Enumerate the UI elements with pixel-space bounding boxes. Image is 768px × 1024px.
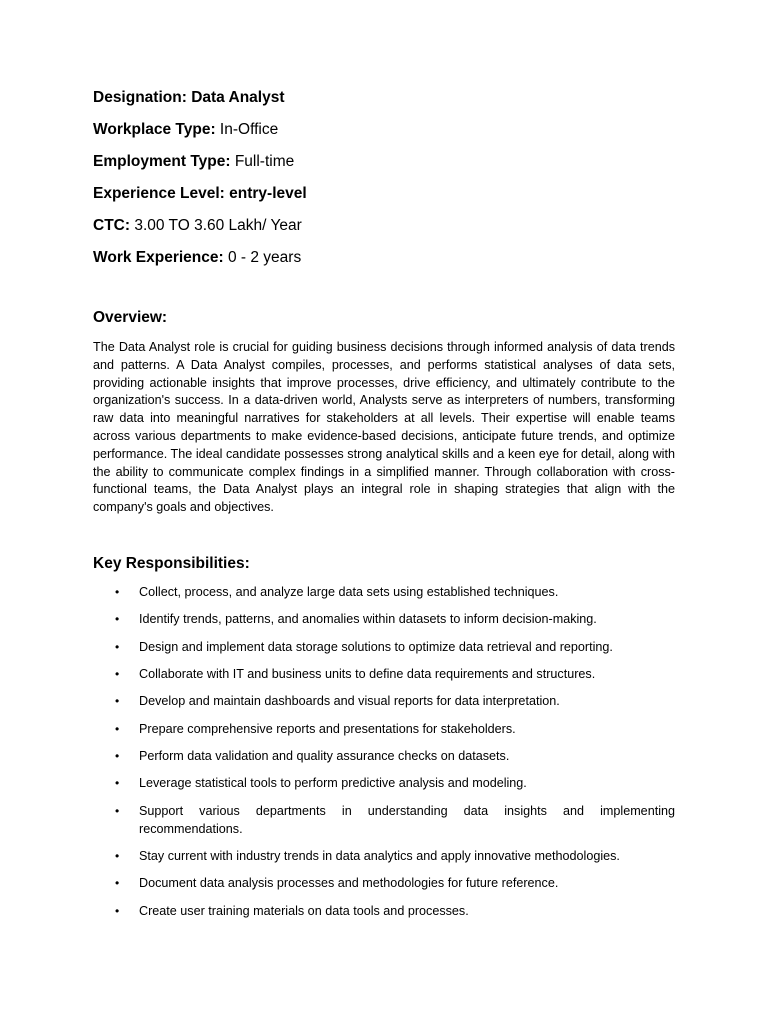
- workplace-type-field: [93, 120, 278, 140]
- ctc-field: [93, 216, 302, 236]
- list-item: [93, 848, 675, 866]
- experience-level-value: entry-level: [229, 185, 307, 202]
- list-item: [93, 775, 675, 793]
- employment-type-label: Employment Type:: [93, 153, 231, 170]
- bullet-icon: •: [115, 849, 120, 863]
- bullet-icon: •: [115, 804, 120, 818]
- bullet-icon: •: [115, 612, 120, 626]
- list-item: [93, 803, 675, 839]
- list-item-text: Collect, process, and analyze large data sets using established techniques.: [139, 585, 559, 599]
- bullet-icon: •: [115, 876, 120, 890]
- list-item-text: Leverage statistical tools to perform predictive analysis and modeling.: [139, 776, 527, 790]
- list-item-text: Perform data validation and quality assurance checks on datasets.: [139, 749, 510, 763]
- employment-type-field: [93, 152, 294, 172]
- bullet-icon: •: [115, 585, 120, 599]
- list-item: [93, 639, 675, 657]
- workplace-type-label: Workplace Type:: [93, 121, 216, 138]
- list-item: [93, 693, 675, 711]
- list-item: [93, 584, 675, 602]
- list-item-text: Design and implement data storage solutions to optimize data retrieval and reporting.: [139, 640, 613, 654]
- bullet-icon: •: [115, 904, 120, 918]
- list-item: [93, 721, 675, 739]
- list-item: [93, 875, 675, 893]
- list-item-text: Support various departments in understanding data insights and implementing recommendations.: [139, 804, 675, 836]
- experience-level-label: Experience Level:: [93, 185, 225, 202]
- list-item: [93, 748, 675, 766]
- ctc-label: CTC:: [93, 217, 131, 234]
- employment-type-value: Full-time: [234, 153, 295, 170]
- list-item: [93, 611, 675, 629]
- list-item-text: Create user training materials on data tools and processes.: [139, 904, 469, 918]
- overview-paragraph: The Data Analyst role is crucial for guiding business decisions through informed analysis of data trends and patterns. A Data Analyst compiles, processes, and performs statistical analyses of data sets, providing actionable insights that improve processes, drive efficiency, and ultimately contribute to the organization's success. In a data-driven world, Analysts serve as interpreters of numbers, transforming raw data into meaningful narratives for stakeholders at all levels. Their expertise will enable teams across various departments to make evidence-based decisions, anticipate future trends, and optimize performance. The ideal candidate possesses strong analytical skills and a keen eye for detail, along with the ability to communicate complex findings in a simplified manner. Through collaboration with cross-functional teams, the Data Analyst plays an integral role in shaping strategies that align with the company's goals and objectives.: [93, 340, 675, 515]
- bullet-icon: •: [115, 749, 120, 763]
- list-item-text: Prepare comprehensive reports and presentations for stakeholders.: [139, 722, 516, 736]
- work-experience-label: Work Experience:: [93, 249, 224, 266]
- responsibilities-heading: Key Responsibilities:: [93, 555, 250, 572]
- list-item-text: Document data analysis processes and methodologies for future reference.: [139, 876, 559, 890]
- designation-value: Data Analyst: [191, 89, 285, 106]
- bullet-icon: •: [115, 776, 120, 790]
- work-experience-value: 0 - 2 years: [227, 249, 302, 266]
- list-item-text: Collaborate with IT and business units to define data requirements and structures.: [139, 667, 596, 681]
- list-item: [93, 666, 675, 684]
- experience-level-field: [93, 184, 307, 204]
- list-item-text: Stay current with industry trends in data analytics and apply innovative methodologies.: [139, 849, 620, 863]
- bullet-icon: •: [115, 667, 120, 681]
- overview-heading: Overview:: [93, 309, 168, 326]
- workplace-type-value: In-Office: [219, 121, 279, 138]
- designation-field: [93, 88, 285, 108]
- list-item-text: Identify trends, patterns, and anomalies within datasets to inform decision-making.: [139, 612, 597, 626]
- work-experience-field: [93, 248, 301, 268]
- designation-label: Designation:: [93, 89, 187, 106]
- bullet-icon: •: [115, 694, 120, 708]
- bullet-icon: •: [115, 640, 120, 654]
- ctc-value: 3.00 TO 3.60 Lakh/ Year: [134, 217, 302, 234]
- list-item-text: Develop and maintain dashboards and visual reports for data interpretation.: [139, 694, 560, 708]
- list-item: [93, 903, 675, 921]
- bullet-icon: •: [115, 722, 120, 736]
